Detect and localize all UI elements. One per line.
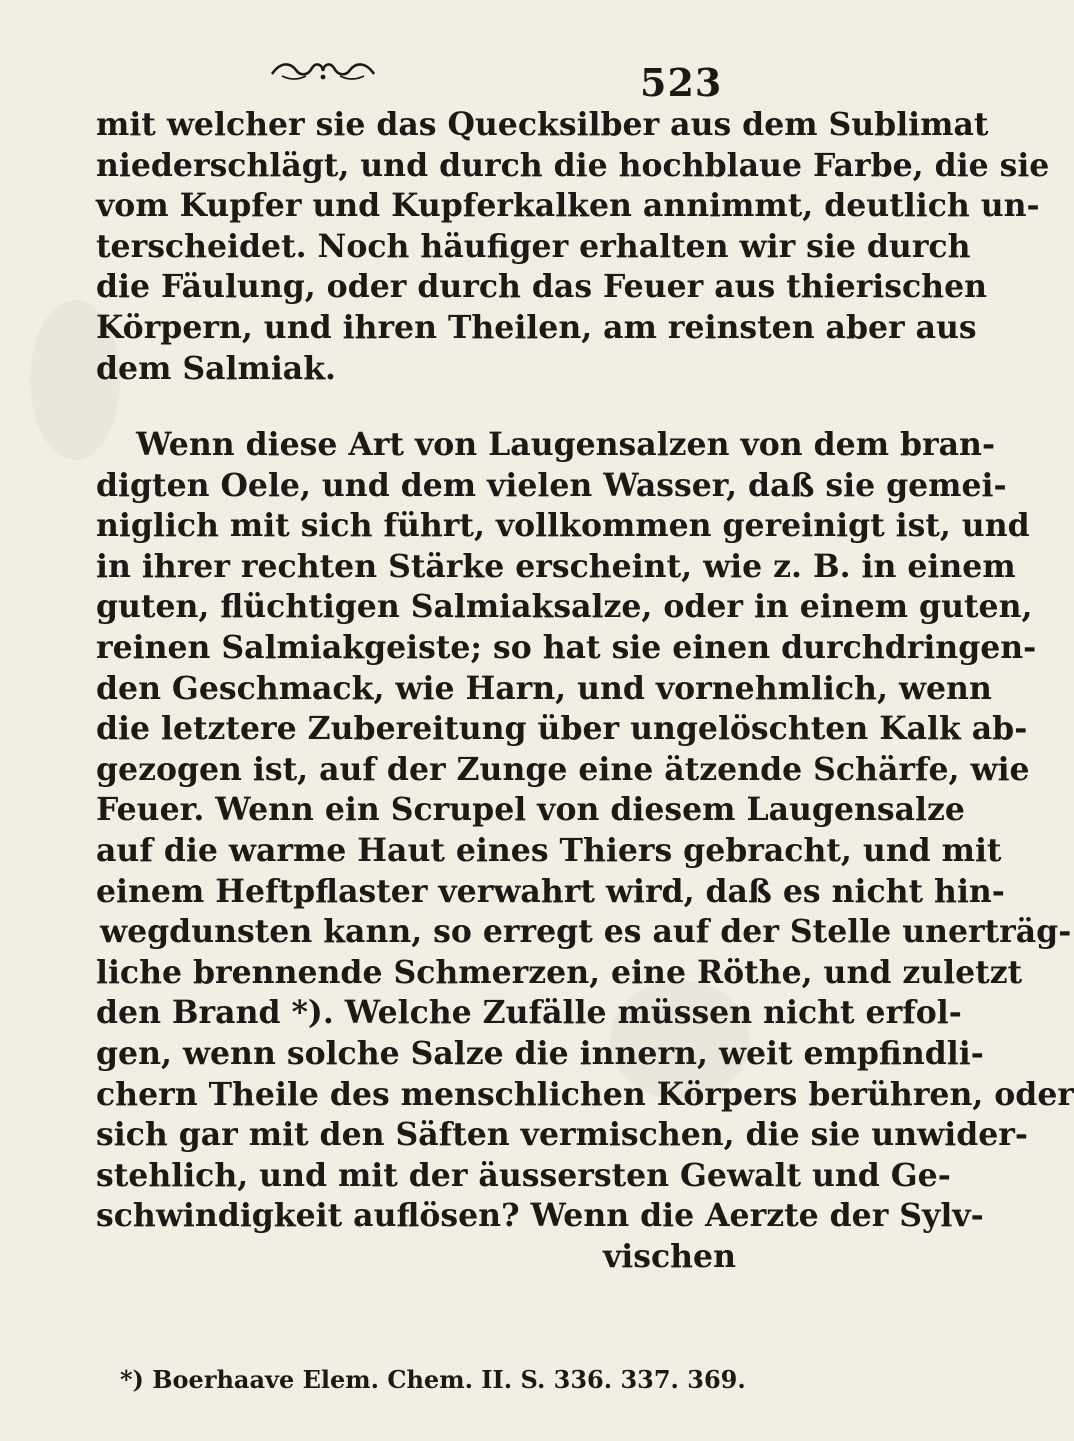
text-line: den Brand *). Welche Zufälle müssen nicht erfol- [96, 994, 962, 1032]
header-ornament-icon [268, 58, 378, 84]
catchword: vischen [602, 1237, 736, 1275]
text-line: Wenn diese Art von Laugensalzen von dem bran- [136, 426, 996, 463]
text-line: dem Salmiak. [96, 349, 336, 387]
footnote: *) Boerhaave Elem. Chem. II. S. 336. 337. 369. [120, 1365, 746, 1394]
text-line: Körpern, und ihren Theilen, am reinsten aber aus [96, 308, 977, 346]
paragraph-1 [96, 105, 1050, 389]
text-line: niederschlägt, und durch die hochblaue Farbe, die sie [96, 146, 1050, 184]
text-line: die letztere Zubereitung über ungelöschten Kalk ab- [96, 710, 1028, 748]
text-line: sich gar mit den Säften vermischen, die sie unwider- [96, 1116, 1028, 1154]
text-line: auf die warme Haut eines Thiers gebracht, und mit [96, 831, 1002, 869]
text-line: niglich mit sich führt, vollkommen gereinigt ist, und [96, 507, 1030, 545]
text-line: guten, flüchtigen Salmiaksalze, oder in einem guten, [96, 588, 1033, 626]
text-line: mit welcher sie das Quecksilber aus dem Sublimat [96, 106, 989, 143]
text-line: gezogen ist, auf der Zunge eine ätzende Schärfe, wie [96, 750, 1030, 788]
text-line: einem Heftpflaster verwahrt wird, daß es nicht hin- [96, 872, 1005, 910]
text-line: wegdunsten kann, so erregt es auf der Stelle unerträg- [100, 913, 1072, 951]
text-line: terscheidet. Noch häufiger erhalten wir sie durch [96, 227, 971, 265]
paragraph-2 [96, 425, 1074, 1277]
text-line: reinen Salmiakgeiste; so hat sie einen durchdringen- [96, 628, 1037, 666]
text-line: liche brennende Schmerzen, eine Röthe, und zuletzt [96, 953, 1023, 991]
text-line: stehlich, und mit der äussersten Gewalt und Ge- [96, 1156, 951, 1194]
text-line: gen, wenn solche Salze die innern, weit empfindli- [96, 1034, 984, 1072]
text-line: in ihrer rechten Stärke erscheint, wie z. B. in einem [96, 547, 1016, 585]
text-line: den Geschmack, wie Harn, und vornehmlich, wenn [96, 669, 992, 707]
page-number: 523 [640, 60, 723, 105]
text-line: schwindigkeit auflösen? Wenn die Aerzte der Sylv- [96, 1197, 984, 1235]
text-line: vom Kupfer und Kupferkalken annimmt, deutlich un- [96, 187, 1040, 225]
text-line: chern Theile des menschlichen Körpers berühren, oder [96, 1075, 1074, 1113]
text-line: die Fäulung, oder durch das Feuer aus thierischen [96, 268, 988, 306]
text-line: Feuer. Wenn ein Scrupel von diesem Laugensalze [96, 791, 965, 829]
text-line: digten Oele, und dem vielen Wasser, daß sie gemei- [96, 466, 1007, 504]
